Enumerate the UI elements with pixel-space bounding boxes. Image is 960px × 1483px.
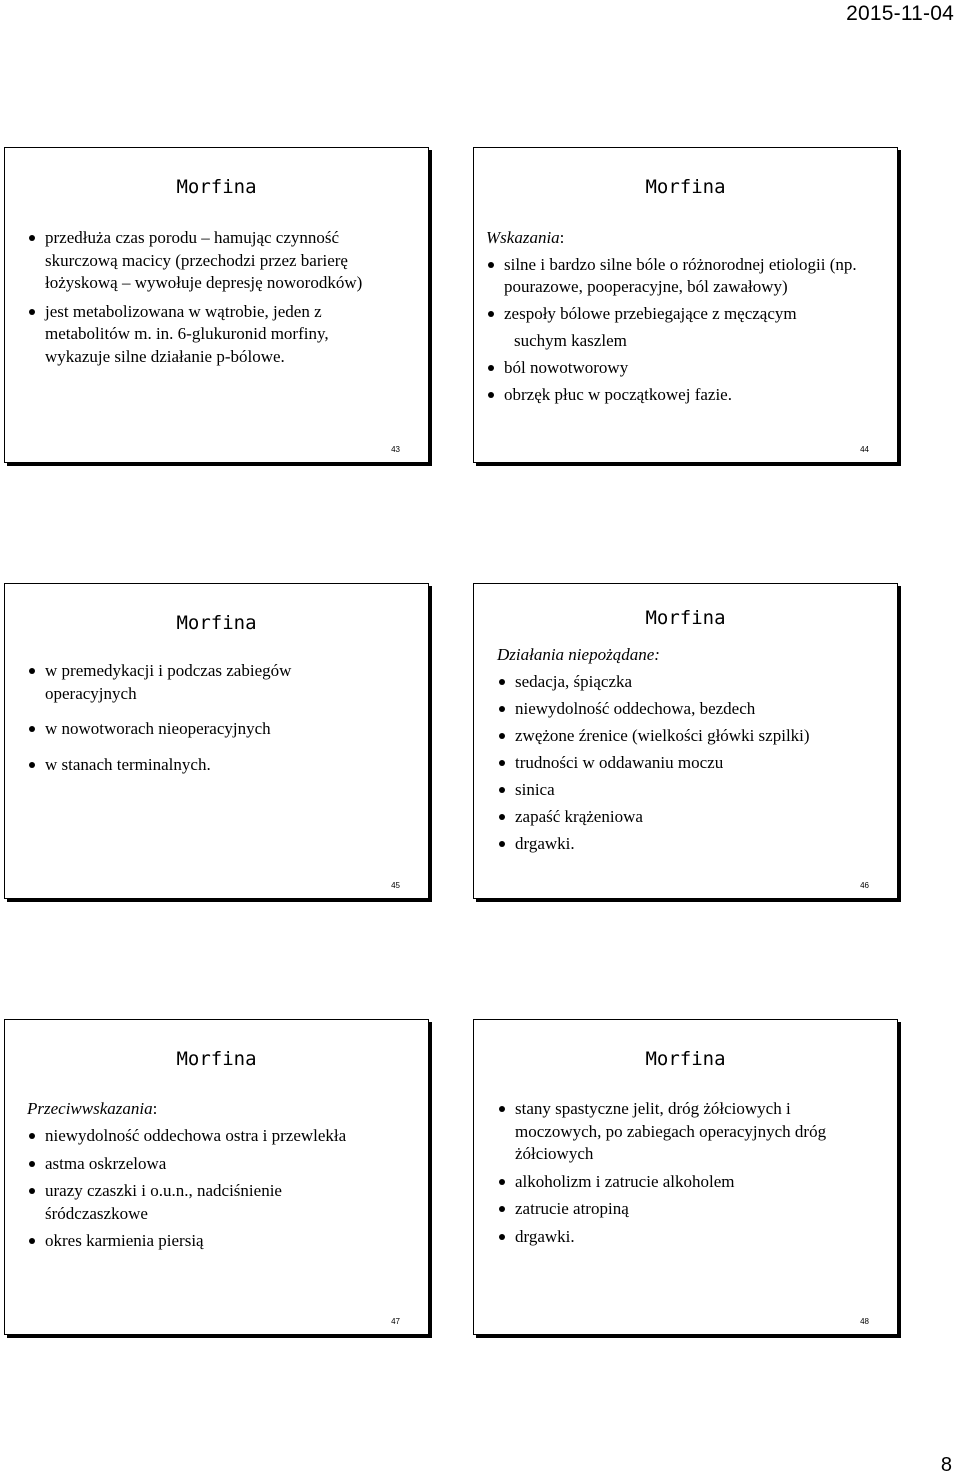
list-item: zespoły bólowe przebiegające z męczącym [486,303,887,325]
section-heading: Wskazania: [486,228,565,247]
page-number: 8 [940,1454,952,1476]
slide-number: 46 [860,881,869,890]
list-item: okres karmienia piersią [27,1230,418,1253]
slide-title: Morfina [645,1048,726,1070]
slide-title: Morfina [176,612,257,634]
slide-body [27,1098,418,1258]
slide-title: Morfina [176,1048,257,1070]
list-item: obrzęk płuc w początkowej fazie. [486,384,887,406]
list-item: niewydolność oddechowa ostra i przewlekła [27,1125,418,1148]
slide-number: 45 [391,881,400,890]
list-item: w nowotworach nieoperacyjnych [27,718,418,741]
slide-title: Morfina [176,176,257,198]
list-item: drgawki. [497,1226,887,1249]
list-item: jest metabolizowana w wątrobie, jeden z metabolitów m. in. 6-glukuronid morfiny, wykazuje silne działanie p-bólowe. [27,301,390,369]
list-item: alkoholizm i zatrucie alkoholem [497,1171,887,1194]
list-item-continuation: suchym kaszlem [514,331,627,350]
slide-46 [473,583,898,899]
slide-title: Morfina [645,607,726,629]
list-item: zatrucie atropiną [497,1198,887,1221]
bullet-list [27,227,418,368]
list-item: stany spastyczne jelit, dróg żółciowych i moczowych, po zabiegach operacyjnych dróg żółciowych [497,1098,875,1166]
slide-number: 48 [860,1317,869,1326]
slide-title: Morfina [645,176,726,198]
print-date: 2015-11-04 [846,2,954,25]
section-heading: Przeciwwskazania: [27,1099,158,1118]
list-item: przedłuża czas porodu – hamując czynność skurczową macicy (przechodzi przez barierę łożyskową – wywołuje depresję noworodków) [27,227,400,295]
list-item: trudności w oddawaniu moczu [497,752,887,774]
heading-text: Przeciwwskazania [27,1099,153,1118]
slide-body [27,227,418,374]
list-item: zapaść krążeniowa [497,806,887,828]
list-item: sedacja, śpiączka [497,671,887,693]
slide-47 [4,1019,429,1335]
slide-body [27,660,418,789]
slide-body [497,644,887,860]
slide-43 [4,147,429,463]
slide-number: 43 [391,445,400,454]
list-item: w premedykacji i podczas zabiegów operacyjnych [27,660,345,705]
bullet-list [27,1125,418,1253]
bullet-list [27,660,418,776]
list-item: w stanach terminalnych. [27,754,418,777]
list-item: sinica [497,779,887,801]
list-item: silne i bardzo silne bóle o różnorodnej etiologii (np. pourazowe, pooperacyjne, ból zawałowy) [486,254,899,298]
list-item: ból nowotworowy [486,357,887,379]
slide-45 [4,583,429,899]
slide-48 [473,1019,898,1335]
list-item: astma oskrzelowa [27,1153,418,1176]
bullet-list [497,1098,887,1248]
bullet-list [486,254,887,406]
section-heading: Działania niepożądane: [497,645,660,664]
bullet-list [497,671,887,855]
heading-text: Wskazania [486,228,560,247]
slide-number: 47 [391,1317,400,1326]
list-item: urazy czaszki i o.u.n., nadciśnienie śródczaszkowe [27,1180,325,1225]
list-item: niewydolność oddechowa, bezdech [497,698,887,720]
list-item: drgawki. [497,833,887,855]
slide-44 [473,147,898,463]
slide-body [497,1098,887,1253]
list-item: zwężone źrenice (wielkości główki szpilki) [497,725,887,747]
slide-body [486,227,887,411]
slide-number: 44 [860,445,869,454]
